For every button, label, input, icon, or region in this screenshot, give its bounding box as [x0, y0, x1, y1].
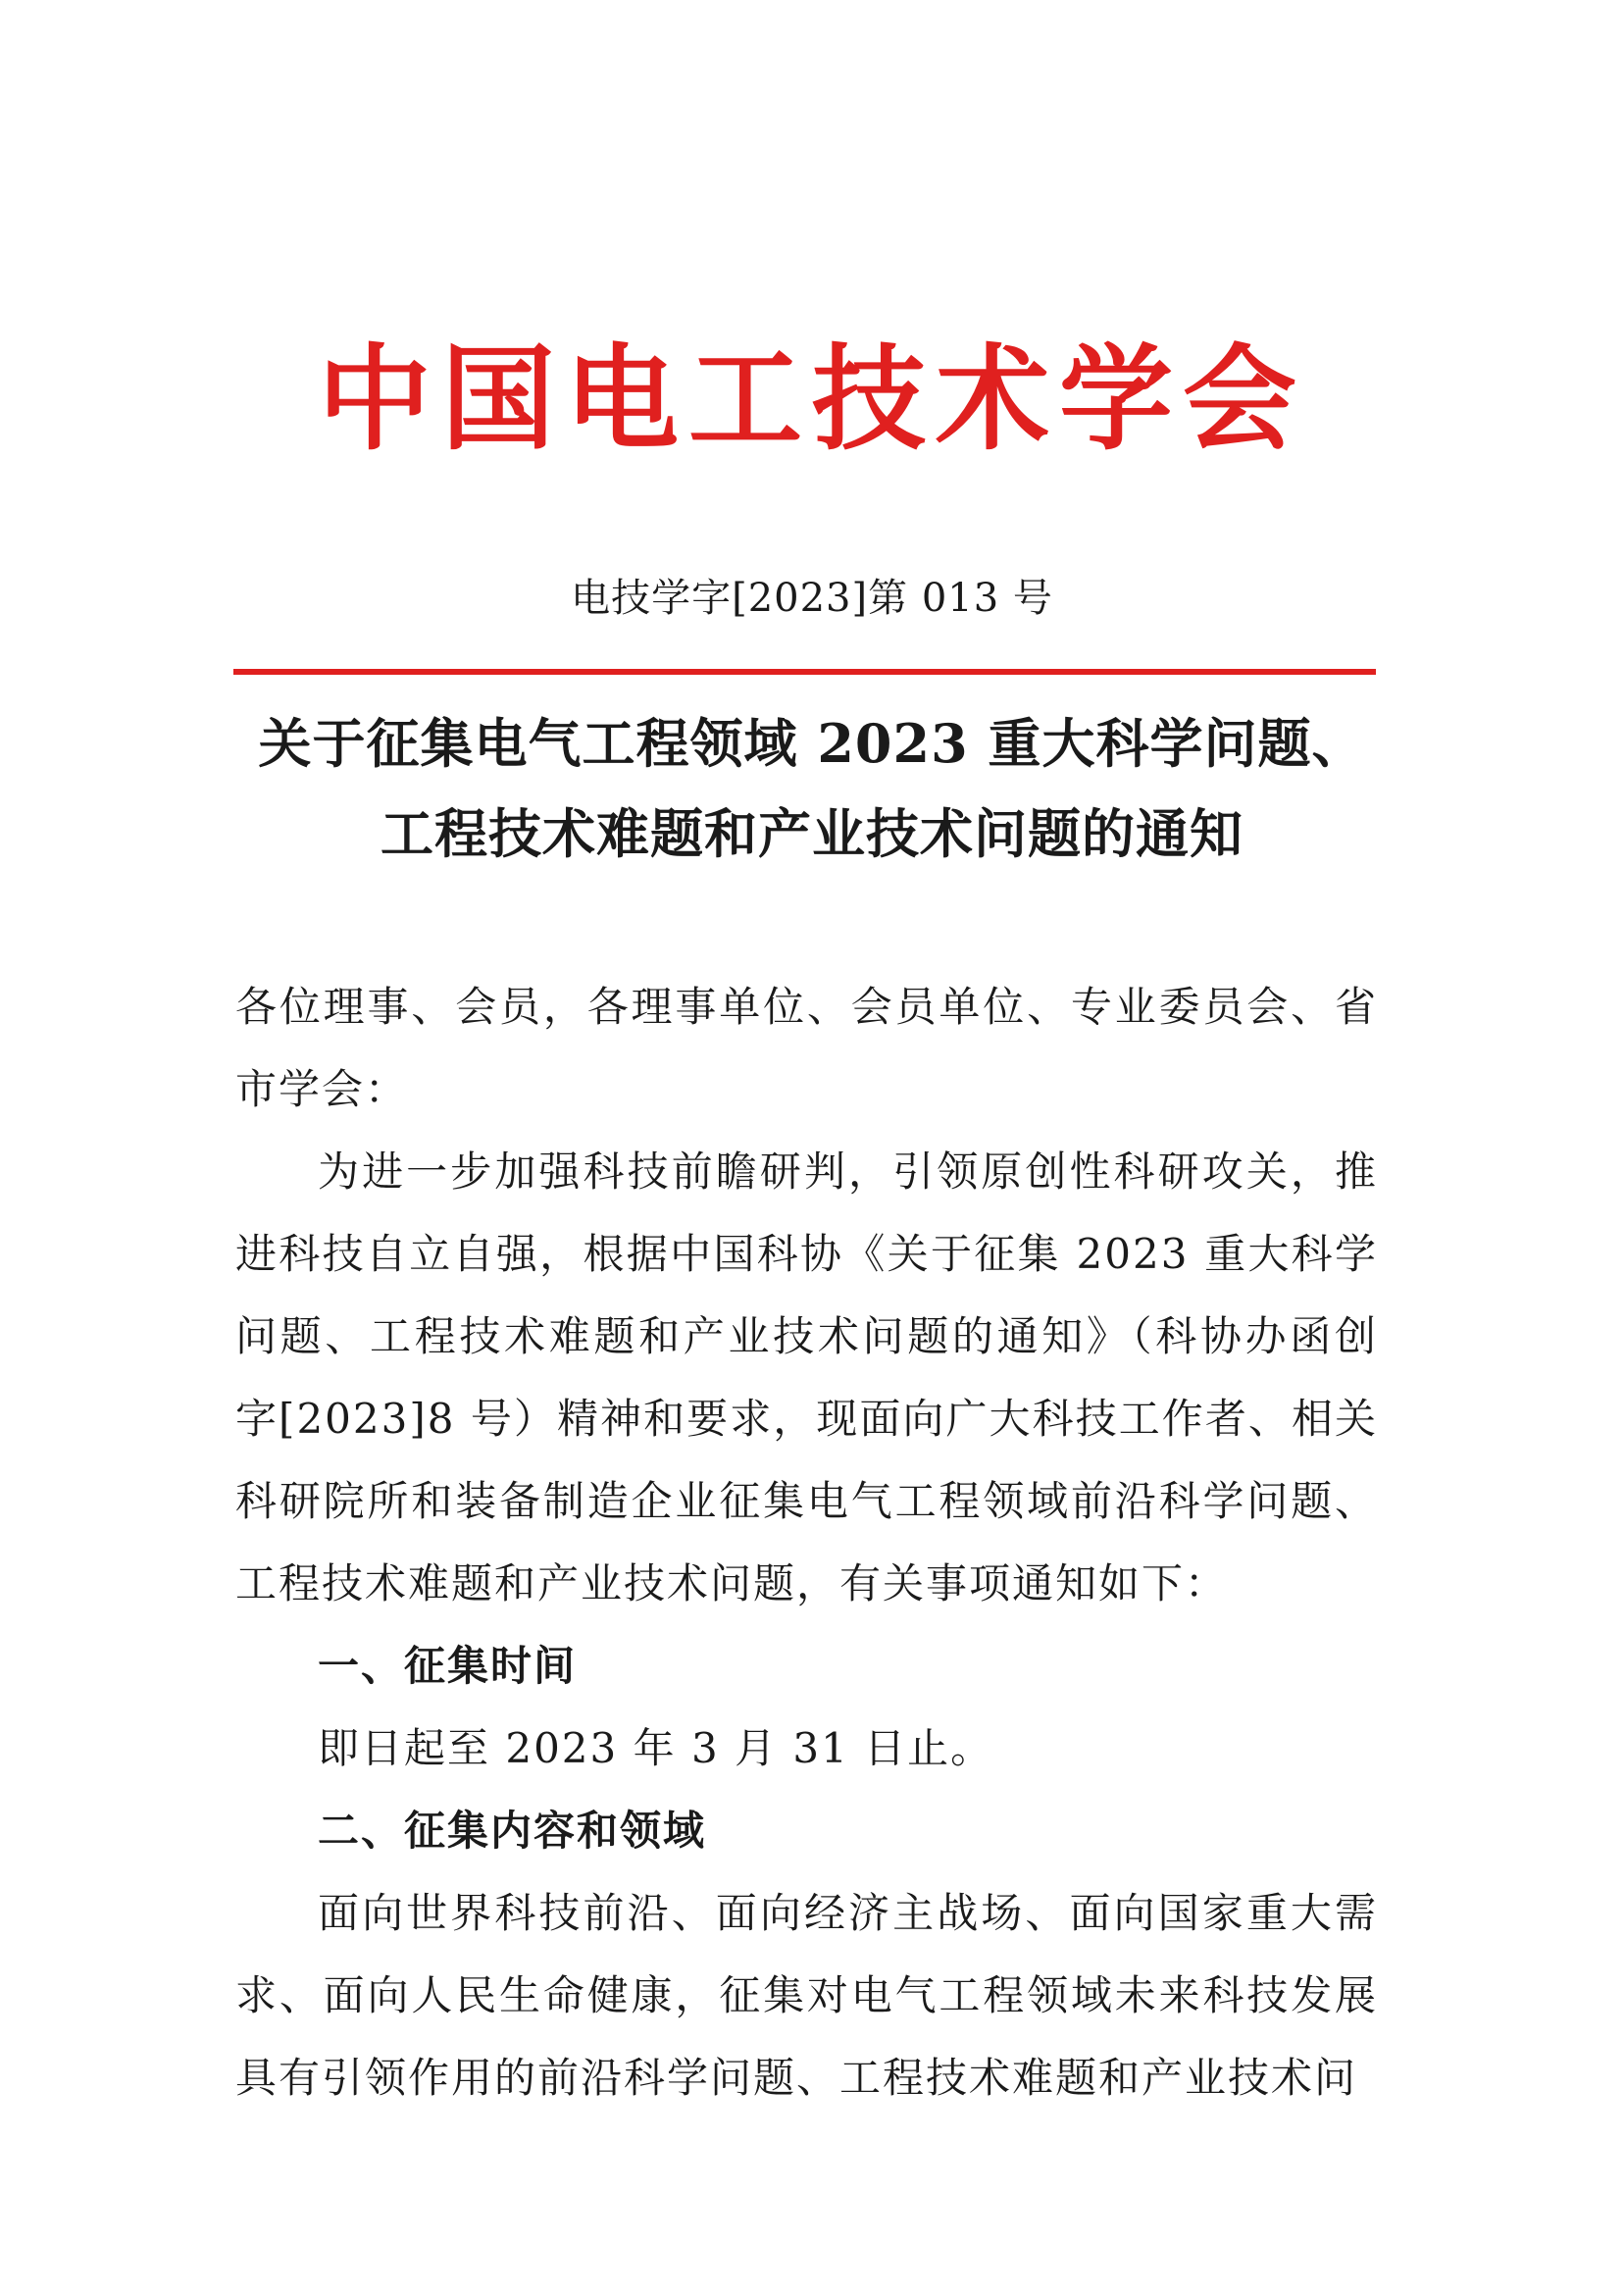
document-title-line-2: 工程技术难题和产业技术问题的通知	[381, 802, 1243, 865]
document-title-line-1: 关于征集电气工程领域 2023 重大科学问题、	[258, 712, 1366, 775]
document-number: 电技学字[2023]第 013 号	[571, 576, 1053, 621]
organization-title: 中国电工技术学会	[318, 333, 1306, 466]
salutation: 各位理事、会员，各理事单位、会员单位、专业委员会、省市学会：	[235, 983, 1378, 1113]
section-2-text: 面向世界科技前沿、面向经济主战场、面向国家重大需求、面向人民生命健康，征集对电气工程领域未来科技发展具有引领作用的前沿科学问题、工程技术难题和产业技术问	[235, 1889, 1378, 2102]
document-body	[235, 966, 1378, 2119]
section-1-text: 即日起至 2023 年 3 月 31 日止。	[318, 1724, 994, 1772]
document-title	[196, 698, 1428, 879]
intro-paragraph: 为进一步加强科技前瞻研判，引领原创性科研攻关，推进科技自立自强，根据中国科协《关于征集 2023 重大科学问题、工程技术难题和产业技术问题的通知》（科协办函创字[2023]8 号）精神和要求，现面向广大科技工作者、相关科研院所和装备制造企业征集电气工程领域前沿科学问题、工程技术难题和产业技术问题，有关事项通知如下：	[235, 1147, 1378, 1607]
red-divider-line	[233, 669, 1376, 675]
section-1-heading: 一、征集时间	[318, 1642, 578, 1690]
section-2-heading: 二、征集内容和领域	[318, 1807, 707, 1855]
